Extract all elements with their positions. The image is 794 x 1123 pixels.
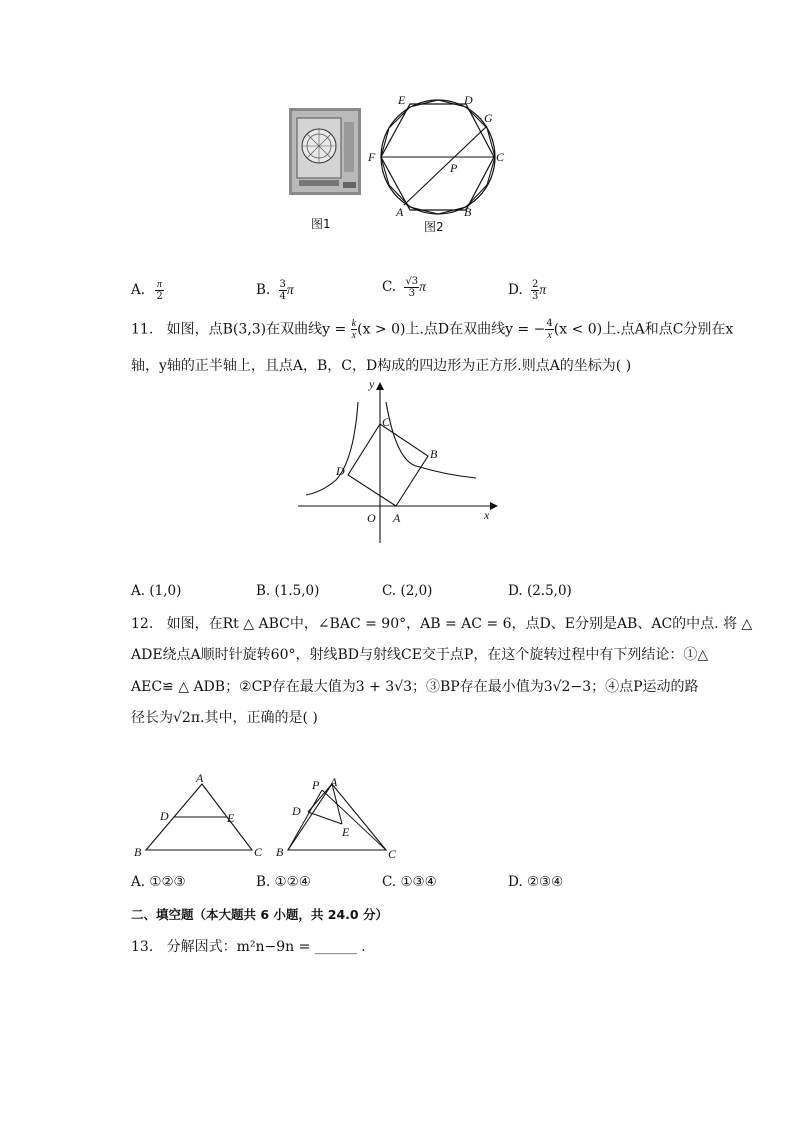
figure-1-caption: 图1 bbox=[311, 217, 331, 231]
q11-option-d-letter: D. bbox=[508, 583, 523, 599]
q11-number: 11. bbox=[131, 321, 154, 338]
q11-option-a-text: (1,0) bbox=[149, 583, 182, 599]
q12-right-label-a: A bbox=[330, 775, 338, 789]
fig2-label-c: C bbox=[496, 150, 505, 164]
q12-option-c-text: ①③④ bbox=[400, 874, 437, 890]
section-2-heading: 二、填空题（本大题共 6 小题，共 24.0 分） bbox=[131, 907, 388, 922]
q12-option-a-text: ①②③ bbox=[149, 874, 186, 890]
q10-option-c-fraction bbox=[404, 276, 419, 299]
q12-left-label-d: D bbox=[160, 809, 169, 823]
q12-left-label-e: E bbox=[227, 811, 235, 825]
q11-option-c[interactable] bbox=[382, 583, 432, 599]
q12-option-d-text: ②③④ bbox=[526, 874, 564, 890]
q10-option-c-letter: C. bbox=[382, 279, 397, 295]
q12-figure-left bbox=[130, 772, 270, 862]
q10-option-b-fraction bbox=[279, 279, 287, 302]
q11-option-a[interactable] bbox=[131, 583, 181, 599]
q10-option-d-num: 2 bbox=[531, 279, 539, 290]
q11-label-a: A bbox=[393, 511, 401, 525]
q10-option-a-num: π bbox=[157, 279, 163, 290]
figure-1-photo bbox=[289, 108, 361, 195]
q12-line-1 bbox=[131, 614, 752, 634]
q12-left-label-b: B bbox=[134, 845, 142, 859]
q11-option-c-text: (2,0) bbox=[400, 583, 433, 599]
q12-number: 12. bbox=[131, 616, 154, 632]
fig2-label-b: B bbox=[464, 205, 472, 219]
fig2-label-a: A bbox=[396, 205, 404, 219]
q12-right-label-c: C bbox=[388, 847, 397, 861]
q10-option-b-suffix: π bbox=[286, 282, 294, 297]
figure-1-image bbox=[289, 108, 361, 195]
q12-left-label-a: A bbox=[196, 772, 204, 785]
q10-option-c-suffix: π bbox=[419, 279, 426, 294]
q10-option-a-fraction bbox=[155, 279, 163, 302]
q10-option-d-den: 3 bbox=[531, 291, 539, 302]
q12-right-label-b: B bbox=[276, 845, 284, 859]
q11-text-a: 如图，点B(3,3)在双曲线y = bbox=[166, 321, 347, 338]
q11-option-b[interactable] bbox=[256, 583, 319, 599]
q11-frac1-den: x bbox=[351, 330, 357, 341]
q12-option-a[interactable] bbox=[131, 874, 186, 890]
q11-option-b-text: (1.5,0) bbox=[274, 583, 320, 599]
q12-option-d-letter: D. bbox=[508, 874, 523, 890]
q11-label-b: B bbox=[430, 447, 438, 461]
q13-answer-blank[interactable]: ______ bbox=[314, 939, 357, 955]
figure-2-caption: 图2 bbox=[424, 220, 444, 234]
q12-line-1-text: 如图，在Rt △ ABC中，∠BAC = 90°，AB = AC = 6，点D、E分别是AB、AC的中点. 将 △ bbox=[166, 616, 753, 632]
fig2-label-p: P bbox=[450, 161, 458, 175]
q10-option-c[interactable] bbox=[382, 276, 426, 299]
q10-option-b-letter: B. bbox=[256, 282, 271, 298]
q10-option-a-letter: A. bbox=[131, 282, 146, 298]
q12-line-4: 径长为√2π.其中，正确的是( ) bbox=[131, 710, 318, 726]
q11-label-d: D bbox=[336, 464, 345, 478]
q10-option-b-num: 3 bbox=[279, 279, 286, 290]
q12-right-label-d: D bbox=[292, 804, 301, 818]
q12-option-b-text: ①②④ bbox=[274, 874, 311, 890]
q11-text-b: (x > 0)上.点D在双曲线y = − bbox=[357, 321, 546, 338]
fig2-label-d: D bbox=[464, 93, 473, 107]
q11-option-d[interactable] bbox=[508, 583, 572, 599]
q11-option-a-letter: A. bbox=[131, 583, 146, 599]
q11-line-2: 轴，y轴的正半轴上，且点A，B，C，D构成的四边形为正方形.则点A的坐标为( ) bbox=[131, 358, 632, 374]
q11-frac1-num: k bbox=[351, 318, 357, 329]
q11-option-b-letter: B. bbox=[256, 583, 271, 599]
q11-option-d-text: (2.5,0) bbox=[526, 583, 572, 599]
q11-text-c: (x < 0)上.点A和点C分别在x bbox=[553, 321, 734, 338]
q10-option-b-den: 4 bbox=[279, 291, 286, 302]
q11-line-1 bbox=[131, 318, 733, 341]
q12-right-label-e: E bbox=[342, 825, 350, 839]
q11-figure bbox=[296, 380, 500, 546]
q10-option-c-num: √3 bbox=[405, 276, 419, 287]
q11-frac-4-over-x bbox=[545, 318, 553, 341]
q13-line bbox=[131, 937, 366, 957]
q12-option-b[interactable] bbox=[256, 874, 311, 890]
q11-frac2-den: x bbox=[547, 330, 552, 341]
q12-option-d[interactable] bbox=[508, 874, 563, 890]
q10-option-d-suffix: π bbox=[539, 282, 547, 297]
q11-option-c-letter: C. bbox=[382, 583, 397, 599]
fig2-label-e: E bbox=[398, 93, 406, 107]
q10-option-d-letter: D. bbox=[508, 282, 523, 298]
q13-number: 13. bbox=[131, 939, 154, 955]
q10-option-c-den: 3 bbox=[408, 288, 415, 299]
q13-end: . bbox=[361, 939, 366, 955]
q10-option-a[interactable] bbox=[131, 279, 164, 302]
fig2-label-g: G bbox=[484, 111, 493, 125]
fig2-label-f: F bbox=[368, 150, 376, 164]
q12-option-b-letter: B. bbox=[256, 874, 271, 890]
q13-text: 分解因式：m²n−9n = bbox=[166, 939, 311, 955]
figure-2-polygon bbox=[366, 92, 514, 220]
q12-left-label-c: C bbox=[254, 845, 263, 859]
q10-option-a-den: 2 bbox=[156, 291, 163, 302]
q12-right-label-p: P bbox=[312, 778, 320, 792]
q12-figure-right bbox=[270, 772, 406, 862]
q11-label-y: y bbox=[369, 380, 375, 391]
q12-option-c-letter: C. bbox=[382, 874, 397, 890]
q11-label-c: C bbox=[382, 415, 391, 429]
q10-option-d[interactable] bbox=[508, 279, 546, 302]
q12-option-a-letter: A. bbox=[131, 874, 146, 890]
q12-line-2: ADE绕点A顺时针旋转60°，射线BD与射线CE交于点P，在这个旋转过程中有下列结论：①△ bbox=[131, 647, 709, 663]
q12-option-c[interactable] bbox=[382, 874, 437, 890]
q11-frac2-num: 4 bbox=[546, 318, 553, 329]
q11-label-o: O bbox=[367, 511, 376, 525]
q11-label-x: x bbox=[484, 508, 490, 522]
q12-line-3: AEC≌ △ ADB；②CP存在最大值为3 + 3√3；③BP存在最小值为3√2−3；④点P运动的路 bbox=[131, 679, 699, 695]
q10-option-b[interactable] bbox=[256, 279, 294, 302]
